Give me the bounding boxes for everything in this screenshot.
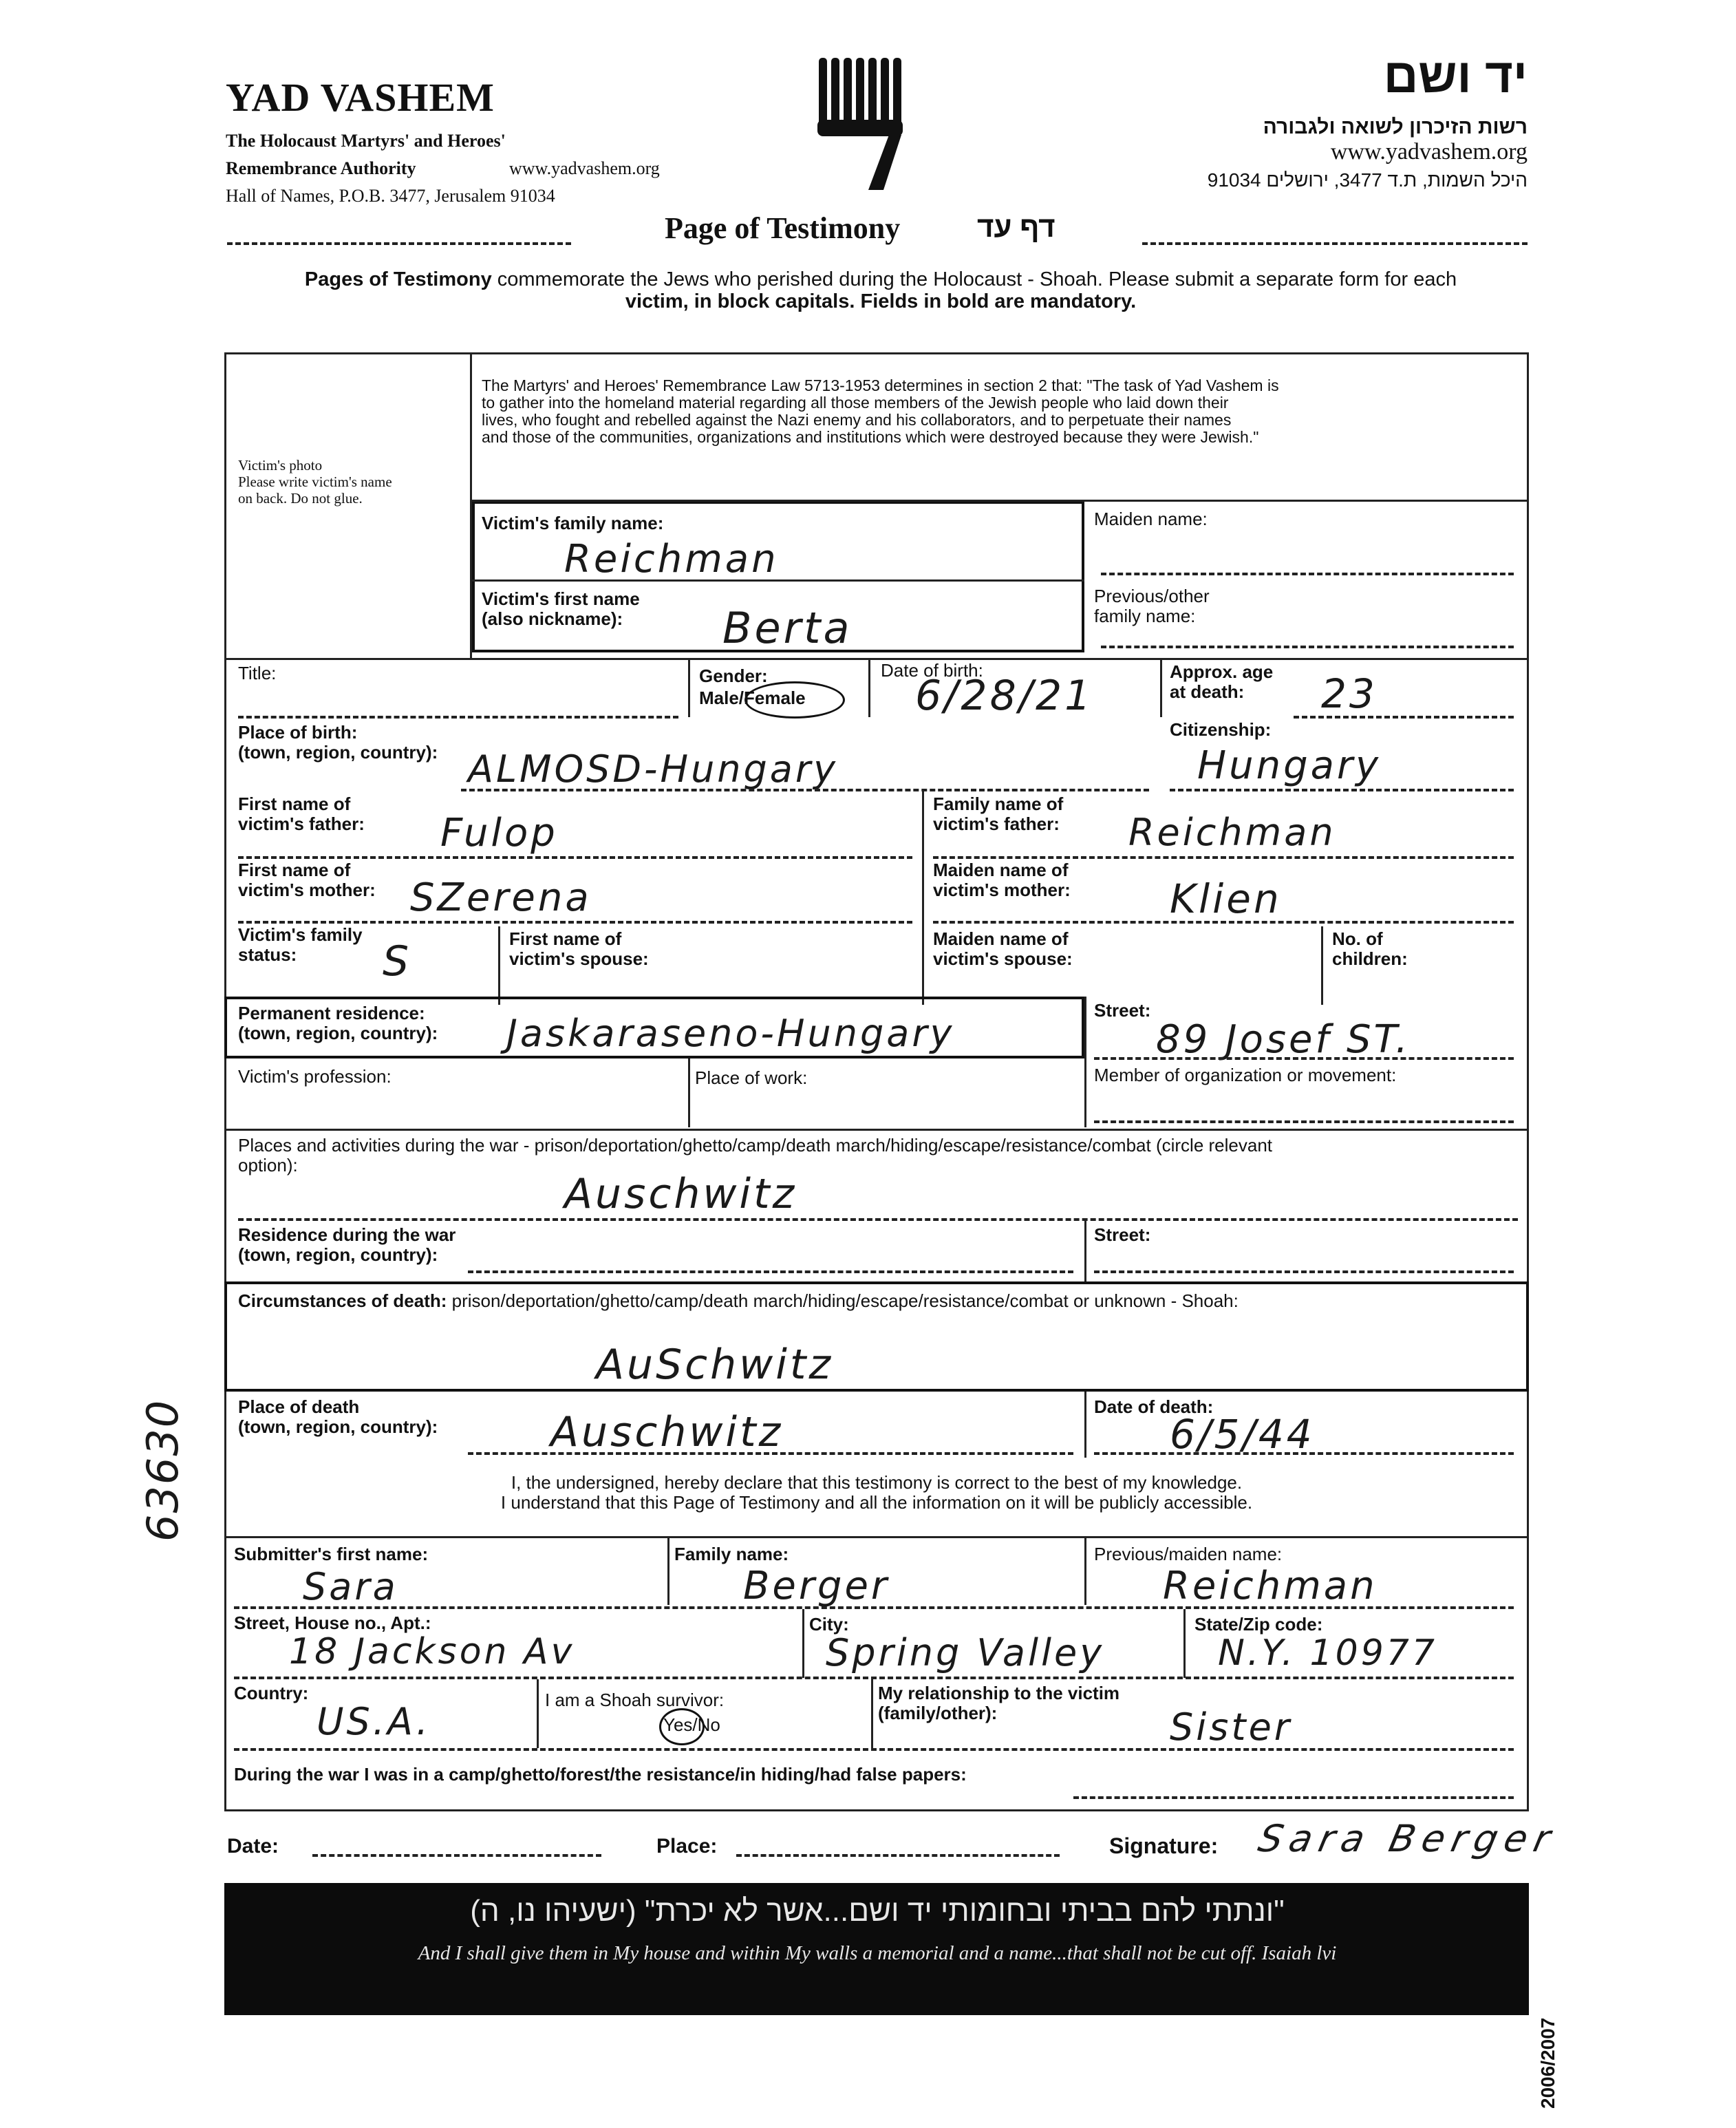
photo-line-1: Victim's photo (238, 457, 323, 474)
survivor-options[interactable]: Yes/No (663, 1714, 720, 1735)
father-first-label (238, 794, 365, 834)
intro-line1: commemorate the Jews who perished during the Holocaust - Shoah. Please submit a separate form for each (491, 268, 1457, 290)
sub-street-label: Street, House no., Apt.: (234, 1613, 431, 1633)
children-label (1332, 929, 1408, 969)
father-first-label-1: First name of (238, 794, 351, 814)
spouse-first-label-1: First name of (509, 928, 622, 949)
family-status-value[interactable]: S (383, 937, 412, 986)
dob-divider (868, 658, 870, 717)
intro-bold: Pages of Testimony (304, 268, 492, 290)
prev-family-dashes (1101, 646, 1514, 648)
place-death-label-1: Place of death (238, 1396, 360, 1417)
intro-text (234, 268, 1528, 312)
declaration (224, 1473, 1529, 1513)
spouse-first-label (509, 929, 649, 969)
footer-hebrew-quote: "ונתתי להם בביתי ובחומותי יד ושם...אשר לא יכרת" (ישעיהו נו, ה) (470, 1894, 1285, 1928)
res-war-divider (1084, 1220, 1086, 1281)
spouse-first-label-2: victim's spouse: (509, 948, 649, 969)
approx-age-label-2: at death: (1170, 681, 1245, 702)
law-text (482, 377, 1514, 446)
during-war-label: During the war I was in a camp/ghetto/forest/the resistance/in hiding/had false papers: (234, 1764, 967, 1785)
circ-death-value[interactable]: AuSchwitz (596, 1341, 833, 1389)
declaration-2: I understand that this Page of Testimony and all the information on it will be publicly accessible. (500, 1492, 1253, 1513)
children-divider (1321, 926, 1323, 1005)
mother-maiden-label-2: victim's mother: (933, 880, 1071, 900)
prev-family-label (1094, 586, 1210, 626)
member-of-label: Member of organization or movement: (1094, 1065, 1397, 1085)
title-label: Title: (238, 663, 277, 683)
circ-death-label-bold: Circumstances of death: (238, 1290, 447, 1311)
residence-label-1: Permanent residence: (238, 1003, 425, 1023)
sub-prev-value[interactable]: Reichman (1163, 1564, 1378, 1608)
place-death-label-2: (town, region, country): (238, 1416, 438, 1437)
row-title-top (224, 658, 1529, 660)
place-of-work-label: Place of work: (695, 1067, 808, 1088)
res-war-label (238, 1225, 456, 1265)
org-title: YAD VASHEM (226, 75, 495, 120)
age-divider (1160, 658, 1162, 717)
sub-street-value[interactable]: 18 Jackson Av (289, 1631, 575, 1672)
place-death-value[interactable]: Auschwitz (550, 1408, 784, 1456)
place-death-label (238, 1397, 438, 1437)
member-dashes (1094, 1120, 1514, 1123)
children-label-1: No. of (1332, 928, 1383, 949)
gender-options[interactable]: Male/Female (699, 688, 806, 708)
pob-dashes (461, 789, 1149, 791)
prev-family-label-2: family name: (1094, 606, 1196, 626)
circ-death-label-rest: prison/deportation/ghetto/camp/death march/hiding/escape/resistance/combat or unknown - Shoah: (447, 1290, 1239, 1311)
pob-label-2: (town, region, country): (238, 742, 438, 763)
father-first-label-2: victim's father: (238, 813, 365, 834)
father-divider (922, 791, 924, 1005)
mother-first-label (238, 860, 376, 900)
org-address: Hall of Names, P.O.B. 3477, Jerusalem 91034 (226, 186, 555, 206)
hebrew-org-subtitle: רשות הזיכרון לשואה ולגבורה (1263, 116, 1528, 138)
side-year: 2006/2007 (1537, 2017, 1558, 2109)
places-war-value[interactable]: Auschwitz (564, 1170, 797, 1218)
sub-country-value[interactable]: US.A. (317, 1700, 431, 1743)
sub-first-value[interactable]: Sara (303, 1565, 398, 1608)
sub-country-label: Country: (234, 1683, 309, 1703)
mother-maiden-value[interactable]: Klien (1170, 875, 1282, 922)
form-title: Page of Testimony (665, 211, 901, 245)
first-name-value[interactable]: Berta (722, 603, 853, 653)
family-name-label: Victim's family name: (482, 513, 664, 533)
relationship-value[interactable]: Sister (1170, 1705, 1293, 1749)
declaration-1: I, the undersigned, hereby declare that this testimony is correct to the best of my knowledge. (511, 1472, 1243, 1493)
first-name-label-2: (also nickname): (482, 608, 623, 629)
yad-vashem-logo-icon (812, 54, 905, 198)
profession-divider (688, 1058, 690, 1127)
signature-value[interactable]: Sara Berger (1254, 1817, 1561, 1860)
org-website: www.yadvashem.org (509, 158, 660, 178)
relationship-label (878, 1683, 1119, 1723)
first-name-label (482, 589, 640, 629)
citizenship-value[interactable]: Hungary (1197, 743, 1382, 788)
mother-first-label-1: First name of (238, 860, 351, 880)
gender-divider (688, 658, 690, 717)
father-family-label-2: victim's father: (933, 813, 1060, 834)
sub-state-value[interactable]: N.Y. 10977 (1218, 1632, 1437, 1674)
prev-family-label-1: Previous/other (1094, 586, 1210, 606)
spouse-maiden-label (933, 929, 1073, 969)
age-dashes (1294, 716, 1514, 719)
date-label: Date: (227, 1835, 279, 1858)
photo-line-3: on back. Do not glue. (238, 490, 363, 507)
mother-first-label-2: victim's mother: (238, 880, 376, 900)
death-date-divider (1084, 1392, 1086, 1458)
father-family-label (933, 794, 1063, 834)
sub-state-label: State/Zip code: (1194, 1614, 1323, 1635)
spouse-maiden-label-2: victim's spouse: (933, 948, 1073, 969)
photo-box-text (238, 457, 392, 507)
street-divider (1084, 997, 1086, 1127)
survivor-yes-circle (659, 1708, 705, 1745)
mother-first-value[interactable]: SZerena (410, 875, 592, 920)
gender-female-circle (744, 681, 845, 719)
sub-state-divider (1183, 1609, 1186, 1678)
street-war-dashes (1094, 1270, 1514, 1273)
father-first-value[interactable]: Fulop (440, 811, 558, 855)
sub-family-label: Family name: (674, 1544, 789, 1564)
mother-first-dashes (238, 921, 912, 924)
places-war-label-2: option): (238, 1155, 298, 1175)
date-death-value[interactable]: 6/5/44 (1170, 1411, 1315, 1458)
place-death-dashes (468, 1452, 1073, 1455)
org-subtitle-1: The Holocaust Martyrs' and Heroes' (226, 131, 506, 151)
dob-value[interactable]: 6/28/21 (915, 672, 1094, 720)
sub-city-label: City: (809, 1614, 849, 1635)
family-status-label (238, 925, 363, 965)
relationship-label-1: My relationship to the victim (878, 1683, 1120, 1703)
profession-label: Victim's profession: (238, 1066, 392, 1087)
org-subtitle-2: Remembrance Authority (226, 158, 416, 178)
father-family-label-1: Family name of (933, 794, 1064, 814)
photo-line-2: Please write victim's name (238, 474, 392, 490)
places-war-dashes (238, 1218, 1518, 1221)
family-status-label-1: Victim's family (238, 924, 363, 945)
dob-label: Date of birth: (881, 660, 983, 681)
law-line-1: The Martyrs' and Heroes' Remembrance Law 5713-1953 determines in section 2 that: "The task of Yad Vashem is (482, 376, 1279, 394)
place-label: Place: (656, 1835, 718, 1858)
spouse-divider (498, 926, 500, 1005)
places-war-label (238, 1136, 1525, 1175)
pob-label-1: Place of birth: (238, 722, 358, 743)
footer-english-quote: And I shall give them in My house and within My walls a memorial and a name...that shall not be cut off. Isaiah lvi (418, 1942, 1337, 1964)
places-war-label-1: Places and activities during the war - prison/deportation/ghetto/camp/death march/hiding/escape/resistance/combat (circle relevant (238, 1135, 1273, 1156)
spouse-maiden-label-1: Maiden name of (933, 928, 1069, 949)
during-war-dashes (1073, 1796, 1514, 1799)
date-dashes (312, 1854, 601, 1857)
signature-label: Signature: (1109, 1833, 1219, 1858)
sub-prev-divider (1084, 1536, 1086, 1605)
sub-city-divider (802, 1609, 804, 1678)
law-line-3: lives, who fought and rebelled against the Nazi enemy and his collaborators, and to perpetuate their names (482, 411, 1232, 429)
sub-first-label: Submitter's first name: (234, 1544, 429, 1564)
street-value[interactable]: 89 Josef ST. (1156, 1017, 1411, 1062)
circ-death-label (238, 1291, 1518, 1311)
father-family-value[interactable]: Reichman (1128, 811, 1336, 854)
form-title-hebrew: דף עד (977, 211, 1055, 243)
sub-city-value[interactable]: Spring Valley (826, 1631, 1105, 1674)
sub-prev-label: Previous/maiden name: (1094, 1544, 1283, 1564)
relationship-label-2: (family/other): (878, 1703, 998, 1723)
org-website-right: www.yadvashem.org (1330, 139, 1528, 164)
mother-maiden-label (933, 860, 1071, 900)
submitter-top (224, 1536, 1529, 1538)
father-family-dashes (933, 856, 1514, 859)
place-dashes (736, 1854, 1060, 1857)
approx-age-value[interactable]: 23 (1321, 670, 1378, 717)
first-name-label-1: Victim's first name (482, 588, 640, 609)
mother-maiden-label-1: Maiden name of (933, 860, 1069, 880)
header-dashes-left (227, 242, 571, 245)
submitter-row2-dashes (234, 1677, 1514, 1679)
law-bottom-line (472, 500, 1529, 502)
res-war-label-1: Residence during the war (238, 1224, 456, 1245)
res-war-dashes (468, 1270, 1073, 1273)
street-war-label: Street: (1094, 1224, 1151, 1245)
res-war-label-2: (town, region, country): (238, 1244, 438, 1265)
pob-value[interactable]: ALMOSD-Hungary (468, 747, 839, 791)
profession-bottom (224, 1129, 1529, 1131)
approx-age-label-1: Approx. age (1170, 661, 1274, 682)
header-dashes-right (1142, 242, 1528, 245)
side-number: 63630 (138, 1398, 188, 1542)
residence-label-2: (town, region, country): (238, 1023, 438, 1043)
title-dashes (238, 716, 678, 719)
submitter-row3-dashes (234, 1748, 1514, 1751)
survivor-label: I am a Shoah survivor: (545, 1690, 725, 1710)
hebrew-org-title: יד ושם (1383, 49, 1528, 103)
relationship-divider (871, 1679, 873, 1748)
sub-family-value[interactable]: Berger (743, 1564, 890, 1608)
law-line-2: to gather into the homeland material regarding all those members of the Jewish people who laid down their (482, 394, 1229, 412)
citizenship-dashes (1170, 789, 1514, 791)
submitter-row1-dashes (234, 1606, 1514, 1609)
family-name-value[interactable]: Reichman (564, 537, 779, 582)
citizenship-label: Citizenship: (1170, 719, 1272, 740)
sub-family-divider (667, 1536, 669, 1605)
residence-label (238, 1003, 438, 1043)
family-status-label-2: status: (238, 944, 297, 965)
children-label-2: children: (1332, 948, 1408, 969)
residence-value[interactable]: Jaskaraseno-Hungary (506, 1012, 955, 1055)
date-death-dashes (1094, 1452, 1514, 1455)
hebrew-address: היכל השמות, ת.ד 3477, ירושלים 91034 (1207, 169, 1528, 191)
approx-age-label (1170, 662, 1273, 702)
law-line-4: and those of the communities, organizations and institutions which were destroyed because they were Jewish." (482, 428, 1259, 446)
pob-label (238, 723, 438, 763)
mother-maiden-dashes (933, 921, 1514, 924)
gender-label: Gender: (699, 666, 768, 686)
intro-line2: victim, in block capitals. Fields in bold are mandatory. (625, 290, 1137, 312)
street-dashes (1094, 1057, 1514, 1060)
father-first-dashes (238, 856, 912, 859)
maiden-name-label: Maiden name: (1094, 509, 1208, 529)
street-label: Street: (1094, 1000, 1151, 1021)
date-death-label: Date of death: (1094, 1396, 1214, 1417)
maiden-name-dashes (1101, 573, 1514, 575)
survivor-divider (537, 1679, 539, 1748)
